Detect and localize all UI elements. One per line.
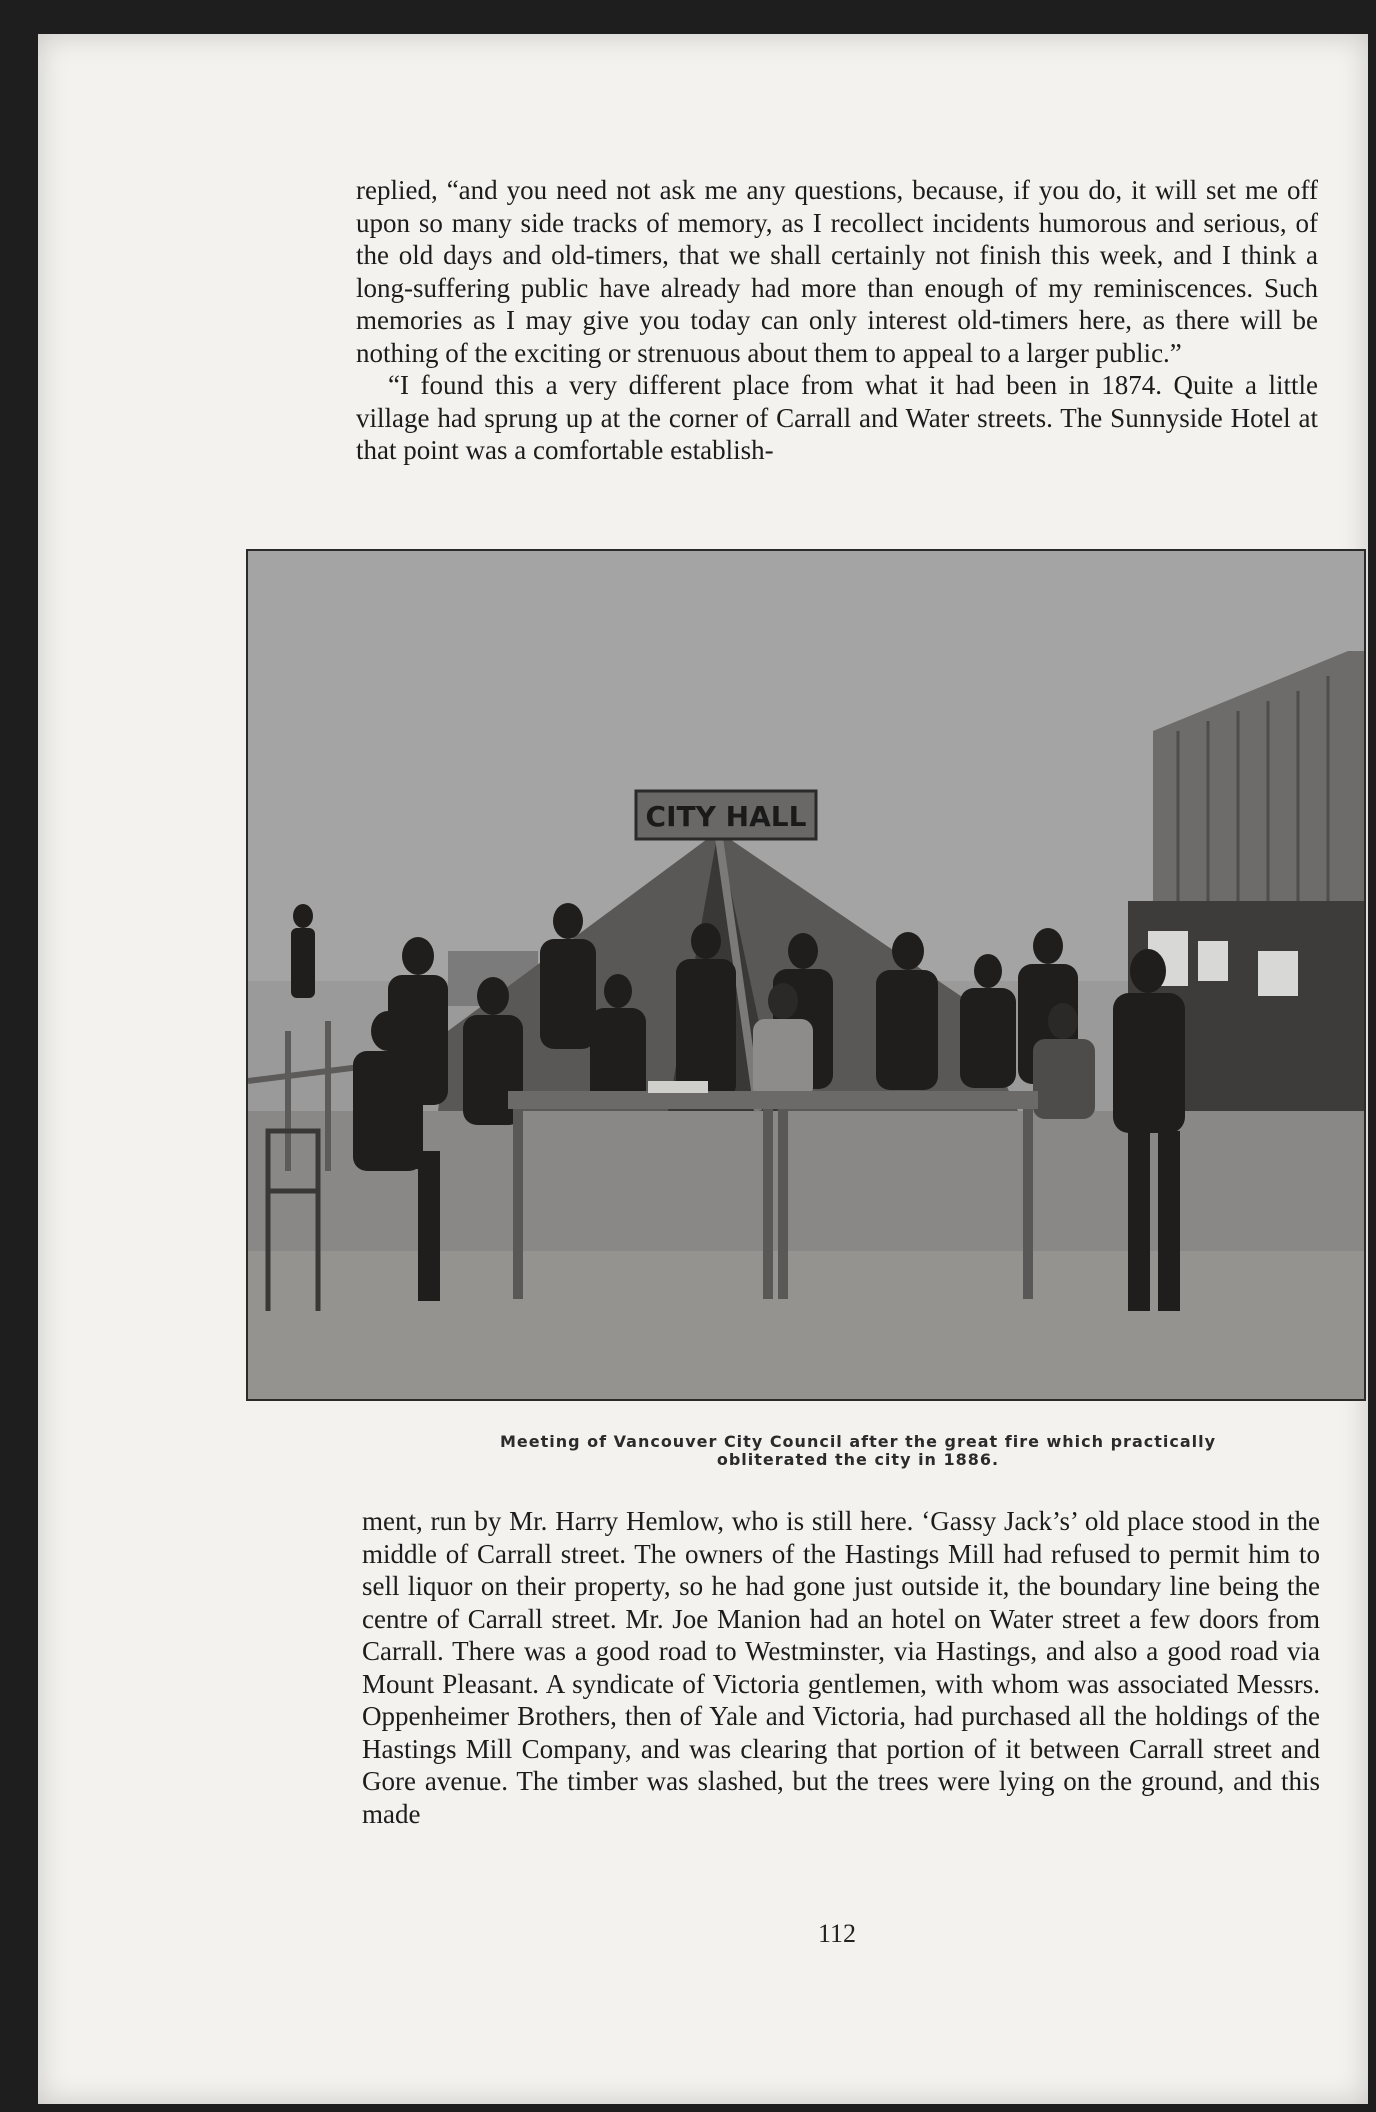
paragraph: replied, “and you need not ask me any questions, because, if you do, it will set me off upon so many side tracks of memory, as I recollect incidents humorous and serious, of the old days and old-timers, that we shall certainly not finish this week, and I think a long-suffering public have already had more than enough of my reminiscences. Such memories as I may give you today can only interest old-timers here, as there will be nothing of the exciting or strenuous about them to appeal to a larger public.” <box>356 175 1318 368</box>
body-text-bottom <box>362 1505 1320 1830</box>
council-photograph <box>246 549 1366 1401</box>
photo-caption <box>338 1433 1376 1469</box>
caption-line: Meeting of Vancouver City Council after the great fire which practically <box>499 1432 1217 1451</box>
book-page <box>38 34 1368 2104</box>
caption-line: obliterated the city in 1886. <box>716 1450 1000 1469</box>
page-number: 112 <box>818 1919 857 1948</box>
paragraph: “I found this a very different place from what it had been in 1874. Quite a little village had sprung up at the corner of Carrall and Water streets. The Sunnyside Hotel at that point was a comfortable establish- <box>356 370 1318 465</box>
paragraph: ment, run by Mr. Harry Hemlow, who is still here. ‘Gassy Jack’s’ old place stood in the middle of Carrall street. The owners of the Hastings Mill had refused to permit him to sell liquor on their property, so he had gone just outside it, the boundary line being the centre of Carrall street. Mr. Joe Manion had an hotel on Water street a few doors from Carrall. There was a good road to Westminster, via Hastings, and also a good road via Mount Pleasant. A syndicate of Victoria gentlemen, with whom was associated Messrs. Oppenheimer Brothers, then of Yale and Victoria, had purchased all the holdings of the Hastings Mill Company, and was clearing that portion of it between Carrall street and Gore avenue. The timber was slashed, but the trees were lying on the ground, and this made <box>362 1506 1320 1829</box>
body-text-top <box>356 174 1318 467</box>
city-hall-sign: CITY HALL <box>645 800 807 833</box>
